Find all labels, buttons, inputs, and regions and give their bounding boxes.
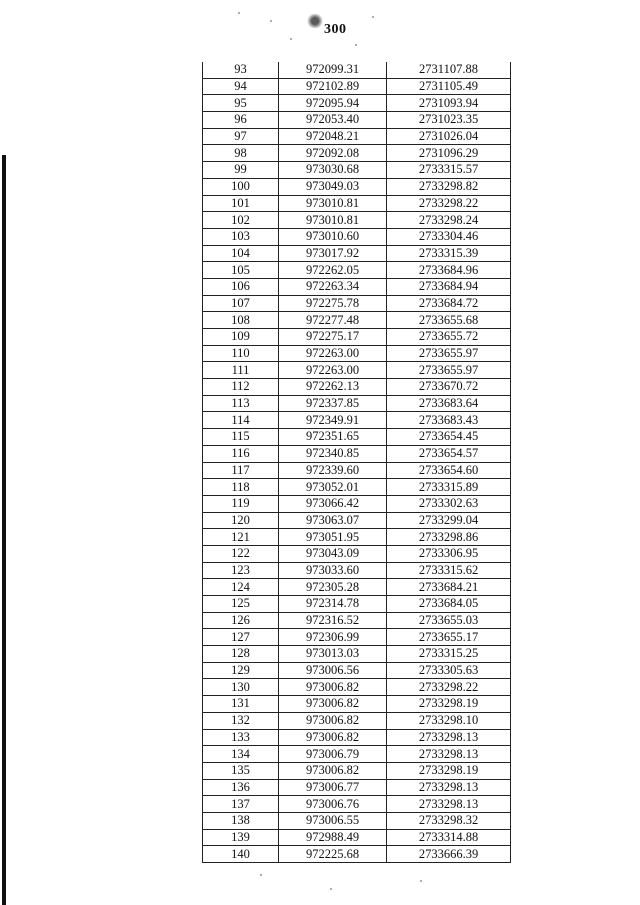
table-row [203, 228, 511, 245]
y-coordinate-cell: 2733298.22 [387, 679, 511, 696]
point-number-cell: 121 [203, 529, 279, 546]
y-coordinate-cell: 2733655.97 [387, 345, 511, 362]
y-coordinate-cell: 2731096.29 [387, 145, 511, 162]
y-coordinate-cell: 2733654.57 [387, 445, 511, 462]
y-coordinate-cell: 2733683.64 [387, 395, 511, 412]
point-number-cell: 124 [203, 579, 279, 596]
point-number-cell: 138 [203, 812, 279, 829]
point-number-cell: 120 [203, 512, 279, 529]
x-coordinate-cell: 972988.49 [279, 829, 387, 846]
point-number-cell: 123 [203, 562, 279, 579]
y-coordinate-cell: 2733666.39 [387, 846, 511, 863]
x-coordinate-cell: 973006.56 [279, 662, 387, 679]
y-coordinate-cell: 2733298.86 [387, 529, 511, 546]
y-coordinate-cell: 2733298.22 [387, 195, 511, 212]
x-coordinate-cell: 972316.52 [279, 612, 387, 629]
y-coordinate-cell: 2733655.97 [387, 362, 511, 379]
point-number-cell: 98 [203, 145, 279, 162]
point-number-cell: 117 [203, 462, 279, 479]
y-coordinate-cell: 2731105.49 [387, 78, 511, 95]
point-number-cell: 119 [203, 495, 279, 512]
table-row [203, 379, 511, 396]
table-row [203, 62, 511, 78]
y-coordinate-cell: 2733684.05 [387, 596, 511, 613]
scan-speckle [420, 880, 422, 882]
x-coordinate-cell: 972275.17 [279, 329, 387, 346]
y-coordinate-cell: 2733683.43 [387, 412, 511, 429]
table-row [203, 629, 511, 646]
table-row [203, 462, 511, 479]
table-row [203, 345, 511, 362]
point-number-cell: 113 [203, 395, 279, 412]
x-coordinate-cell: 973043.09 [279, 545, 387, 562]
point-number-cell: 105 [203, 262, 279, 279]
table-row [203, 262, 511, 279]
point-number-cell: 107 [203, 295, 279, 312]
page-number: 300 [324, 22, 347, 37]
point-number-cell: 139 [203, 829, 279, 846]
x-coordinate-cell: 972102.89 [279, 78, 387, 95]
table-row [203, 596, 511, 613]
y-coordinate-cell: 2733655.03 [387, 612, 511, 629]
y-coordinate-cell: 2733655.68 [387, 312, 511, 329]
table-row [203, 295, 511, 312]
point-number-cell: 106 [203, 278, 279, 295]
y-coordinate-cell: 2731023.35 [387, 112, 511, 129]
point-number-cell: 137 [203, 796, 279, 813]
x-coordinate-cell: 973006.55 [279, 812, 387, 829]
table-row [203, 312, 511, 329]
point-number-cell: 130 [203, 679, 279, 696]
table-row [203, 762, 511, 779]
table-row [203, 479, 511, 496]
x-coordinate-cell: 972349.91 [279, 412, 387, 429]
y-coordinate-cell: 2733298.13 [387, 779, 511, 796]
point-number-cell: 126 [203, 612, 279, 629]
table-row [203, 495, 511, 512]
x-coordinate-cell: 973033.60 [279, 562, 387, 579]
point-number-cell: 102 [203, 212, 279, 229]
y-coordinate-cell: 2731093.94 [387, 95, 511, 112]
y-coordinate-cell: 2733655.17 [387, 629, 511, 646]
x-coordinate-cell: 972048.21 [279, 128, 387, 145]
x-coordinate-cell: 973006.82 [279, 679, 387, 696]
table-row [203, 362, 511, 379]
coordinate-table-body [203, 62, 511, 863]
y-coordinate-cell: 2733302.63 [387, 495, 511, 512]
table-row [203, 445, 511, 462]
table-row [203, 145, 511, 162]
y-coordinate-cell: 2733304.46 [387, 228, 511, 245]
y-coordinate-cell: 2733298.32 [387, 812, 511, 829]
stamp-mark [306, 14, 324, 28]
table-row [203, 195, 511, 212]
point-number-cell: 135 [203, 762, 279, 779]
y-coordinate-cell: 2733298.13 [387, 729, 511, 746]
table-row [203, 579, 511, 596]
x-coordinate-cell: 973051.95 [279, 529, 387, 546]
point-number-cell: 95 [203, 95, 279, 112]
table-row [203, 562, 511, 579]
x-coordinate-cell: 973030.68 [279, 162, 387, 179]
point-number-cell: 127 [203, 629, 279, 646]
x-coordinate-cell: 973006.77 [279, 779, 387, 796]
x-coordinate-cell: 972339.60 [279, 462, 387, 479]
x-coordinate-cell: 973006.82 [279, 712, 387, 729]
table-row [203, 128, 511, 145]
x-coordinate-cell: 973006.82 [279, 696, 387, 713]
x-coordinate-cell: 973010.60 [279, 228, 387, 245]
point-number-cell: 94 [203, 78, 279, 95]
y-coordinate-cell: 2733315.62 [387, 562, 511, 579]
point-number-cell: 134 [203, 746, 279, 763]
table-row [203, 729, 511, 746]
table-row [203, 646, 511, 663]
table-row [203, 395, 511, 412]
x-coordinate-cell: 973017.92 [279, 245, 387, 262]
table-row [203, 796, 511, 813]
point-number-cell: 96 [203, 112, 279, 129]
scan-speckle [260, 874, 262, 876]
x-coordinate-cell: 972099.31 [279, 62, 387, 78]
point-number-cell: 129 [203, 662, 279, 679]
table-row [203, 412, 511, 429]
scan-speckle [270, 20, 272, 22]
y-coordinate-cell: 2733315.39 [387, 245, 511, 262]
point-number-cell: 108 [203, 312, 279, 329]
x-coordinate-cell: 972340.85 [279, 445, 387, 462]
y-coordinate-cell: 2733670.72 [387, 379, 511, 396]
x-coordinate-cell: 973049.03 [279, 178, 387, 195]
x-coordinate-cell: 973006.82 [279, 729, 387, 746]
y-coordinate-cell: 2731107.88 [387, 62, 511, 78]
y-coordinate-cell: 2733298.10 [387, 712, 511, 729]
x-coordinate-cell: 972262.13 [279, 379, 387, 396]
table-row [203, 746, 511, 763]
point-number-cell: 115 [203, 429, 279, 446]
table-row [203, 245, 511, 262]
table-row [203, 529, 511, 546]
table-row [203, 545, 511, 562]
table-row [203, 329, 511, 346]
x-coordinate-cell: 972275.78 [279, 295, 387, 312]
y-coordinate-cell: 2733315.25 [387, 646, 511, 663]
table-row [203, 812, 511, 829]
table-row [203, 162, 511, 179]
table-row [203, 112, 511, 129]
scan-speckle [372, 16, 374, 18]
x-coordinate-cell: 973052.01 [279, 479, 387, 496]
x-coordinate-cell: 972262.05 [279, 262, 387, 279]
table-row [203, 212, 511, 229]
table-row [203, 95, 511, 112]
x-coordinate-cell: 972314.78 [279, 596, 387, 613]
y-coordinate-cell: 2733684.94 [387, 278, 511, 295]
y-coordinate-cell: 2733315.89 [387, 479, 511, 496]
x-coordinate-cell: 972053.40 [279, 112, 387, 129]
table-row [203, 829, 511, 846]
y-coordinate-cell: 2733684.21 [387, 579, 511, 596]
point-number-cell: 111 [203, 362, 279, 379]
point-number-cell: 128 [203, 646, 279, 663]
table-row [203, 178, 511, 195]
x-coordinate-cell: 972337.85 [279, 395, 387, 412]
y-coordinate-cell: 2733684.96 [387, 262, 511, 279]
coordinate-table [202, 62, 511, 863]
y-coordinate-cell: 2733654.45 [387, 429, 511, 446]
table-row [203, 779, 511, 796]
point-number-cell: 132 [203, 712, 279, 729]
x-coordinate-cell: 973010.81 [279, 212, 387, 229]
table-row [203, 78, 511, 95]
point-number-cell: 104 [203, 245, 279, 262]
point-number-cell: 100 [203, 178, 279, 195]
y-coordinate-cell: 2731026.04 [387, 128, 511, 145]
x-coordinate-cell: 972263.34 [279, 278, 387, 295]
point-number-cell: 131 [203, 696, 279, 713]
point-number-cell: 103 [203, 228, 279, 245]
point-number-cell: 122 [203, 545, 279, 562]
y-coordinate-cell: 2733298.13 [387, 746, 511, 763]
x-coordinate-cell: 972277.48 [279, 312, 387, 329]
y-coordinate-cell: 2733299.04 [387, 512, 511, 529]
y-coordinate-cell: 2733298.24 [387, 212, 511, 229]
x-coordinate-cell: 972225.68 [279, 846, 387, 863]
y-coordinate-cell: 2733298.19 [387, 762, 511, 779]
point-number-cell: 112 [203, 379, 279, 396]
y-coordinate-cell: 2733305.63 [387, 662, 511, 679]
scan-speckle [238, 12, 240, 14]
table-row [203, 512, 511, 529]
point-number-cell: 140 [203, 846, 279, 863]
point-number-cell: 110 [203, 345, 279, 362]
scan-speckle [290, 38, 292, 40]
point-number-cell: 109 [203, 329, 279, 346]
x-coordinate-cell: 973006.79 [279, 746, 387, 763]
point-number-cell: 97 [203, 128, 279, 145]
y-coordinate-cell: 2733314.88 [387, 829, 511, 846]
y-coordinate-cell: 2733298.13 [387, 796, 511, 813]
table-row [203, 712, 511, 729]
point-number-cell: 133 [203, 729, 279, 746]
point-number-cell: 99 [203, 162, 279, 179]
x-coordinate-cell: 973006.82 [279, 762, 387, 779]
y-coordinate-cell: 2733315.57 [387, 162, 511, 179]
x-coordinate-cell: 972263.00 [279, 362, 387, 379]
x-coordinate-cell: 972095.94 [279, 95, 387, 112]
scan-edge-bar [2, 155, 6, 905]
point-number-cell: 93 [203, 62, 279, 78]
point-number-cell: 136 [203, 779, 279, 796]
point-number-cell: 125 [203, 596, 279, 613]
table-row [203, 662, 511, 679]
table-row [203, 429, 511, 446]
x-coordinate-cell: 973063.07 [279, 512, 387, 529]
point-number-cell: 114 [203, 412, 279, 429]
table-row [203, 696, 511, 713]
x-coordinate-cell: 972306.99 [279, 629, 387, 646]
y-coordinate-cell: 2733298.19 [387, 696, 511, 713]
scan-speckle [355, 44, 357, 46]
table-row [203, 846, 511, 863]
point-number-cell: 118 [203, 479, 279, 496]
y-coordinate-cell: 2733684.72 [387, 295, 511, 312]
table-row [203, 278, 511, 295]
x-coordinate-cell: 972263.00 [279, 345, 387, 362]
y-coordinate-cell: 2733655.72 [387, 329, 511, 346]
x-coordinate-cell: 972092.08 [279, 145, 387, 162]
x-coordinate-cell: 972305.28 [279, 579, 387, 596]
x-coordinate-cell: 972351.65 [279, 429, 387, 446]
y-coordinate-cell: 2733298.82 [387, 178, 511, 195]
table-row [203, 612, 511, 629]
y-coordinate-cell: 2733306.95 [387, 545, 511, 562]
x-coordinate-cell: 973013.03 [279, 646, 387, 663]
point-number-cell: 101 [203, 195, 279, 212]
table-row [203, 679, 511, 696]
point-number-cell: 116 [203, 445, 279, 462]
scan-speckle [330, 888, 332, 890]
x-coordinate-cell: 973066.42 [279, 495, 387, 512]
x-coordinate-cell: 973006.76 [279, 796, 387, 813]
x-coordinate-cell: 973010.81 [279, 195, 387, 212]
y-coordinate-cell: 2733654.60 [387, 462, 511, 479]
